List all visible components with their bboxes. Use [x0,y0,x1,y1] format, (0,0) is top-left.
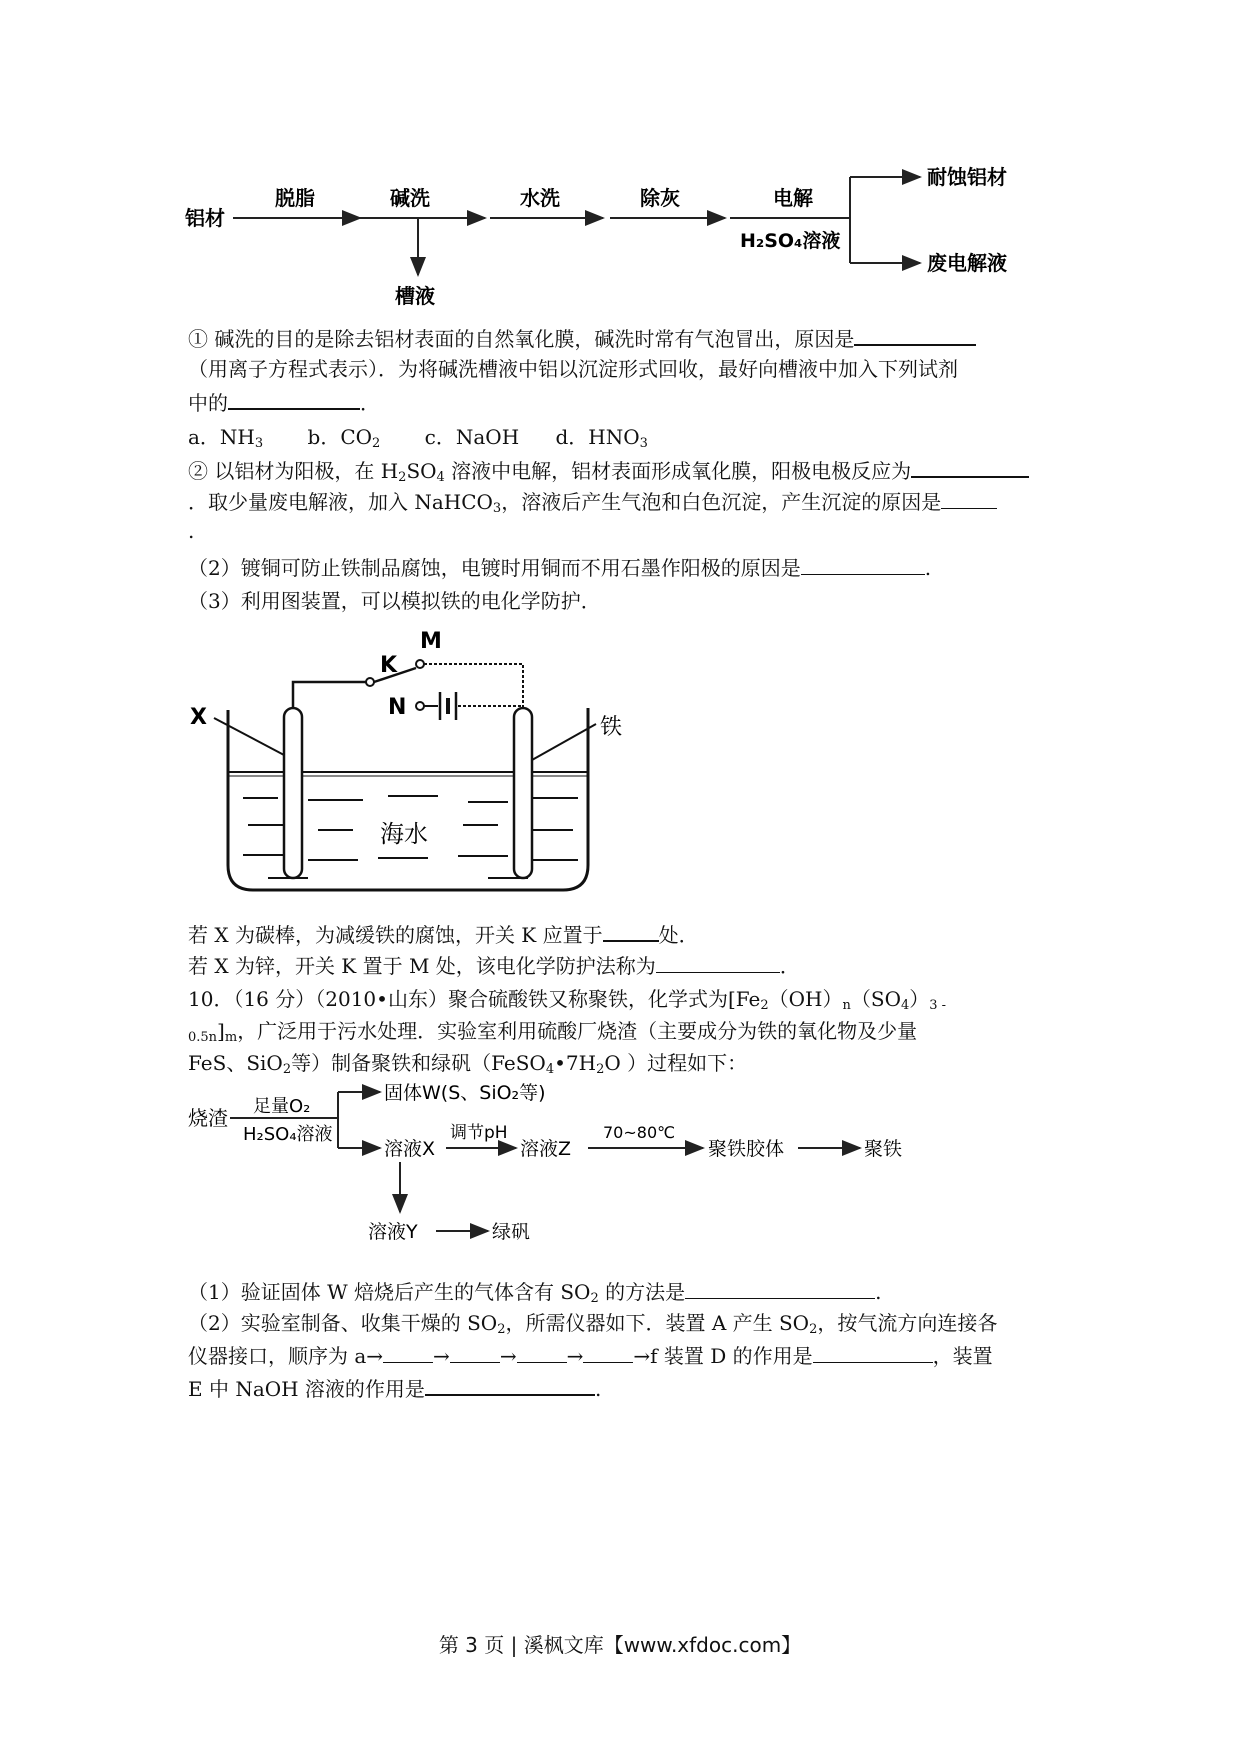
q10-line-1: 10．（16 分）（2010•山东）聚合硫酸铁又称聚铁，化学式为[$Fe_2(OH)_n(SO_4)_{3 -}$ [188,987,947,1013]
polyferric-process-diagram [188,1080,948,1250]
q3b-line-2: 若 X 为锌，开关 K 置于 M 处，该电化学防护法称为 ． [188,950,800,981]
q10b-line-4: E 中 NaOH 溶液的作用是 . [188,1372,601,1404]
answer-blank[interactable] [911,454,1029,478]
q1-options [188,422,648,452]
q1-line-3: 中的 ． [188,386,380,418]
diagram3-solid: 固体W(S、SiO₂等) [384,1082,546,1104]
label-M: M [420,629,442,654]
answer-blank[interactable] [517,1340,567,1363]
answer-blank[interactable] [941,486,997,509]
option-d: d．$HNO_3$ [555,425,648,451]
answer-blank[interactable] [425,1372,595,1396]
diagram3-solution-z: 溶液Z [520,1138,572,1160]
answer-blank[interactable] [450,1340,500,1363]
diagram3-product: 聚铁 [864,1138,903,1160]
answer-blank[interactable] [583,1340,633,1363]
answer-blank[interactable] [383,1340,433,1363]
label-N: N [388,695,407,720]
q10b-line-1: （1）验证固体 W 焙烧后产生的气体含有 $SO_2$ 的方法是 . [188,1276,881,1307]
page-footer: 第 3 页 | 溪枫文库【www.xfdoc.com】 [438,1633,802,1657]
answer-blank[interactable] [813,1340,933,1363]
q10b-line-2: （2）实验室制备、收集干燥的 $SO_2$，所需仪器如下．装置 A 产生 $SO_2$，按气流方向连接各 [188,1311,998,1337]
q3b-line-1: 若 X 为碳棒，为减缓铁的腐蚀，开关 K 应置于 处． [188,918,699,950]
q3-line: （3）利用图装置，可以模拟铁的电化学防护． [188,589,601,613]
diagram3-adjust-ph: 调节pH [450,1123,508,1143]
q10-line-2: $_{0.5n}]_m$，广泛用于污水处理．实验室利用硫酸厂烧渣（主要成分为铁的氧化物及少量 [188,1019,918,1045]
diagram1-step-5: 电解 [773,186,813,210]
diagram1-start: 铝材 [185,206,225,230]
option-c: c．NaOH [424,425,520,449]
diagram1-step-3: 水洗 [520,186,560,210]
q10b-line-3: 仪器接口，顺序为 a→ → → → →f 装置 D 的作用是 ，装置 [188,1340,993,1371]
label-K: K [380,653,398,678]
answer-blank[interactable] [685,1276,875,1299]
diagram1-step-1: 脱脂 [275,186,315,210]
diagram3-solution-y: 溶液Y [368,1221,418,1243]
answer-blank[interactable] [801,552,925,575]
answer-blank[interactable] [854,322,976,346]
label-iron: 铁 [600,715,623,740]
diagram3-bottom-label: H₂SO₄溶液 [243,1124,333,1145]
option-b: b．$CO_2$ [307,425,381,451]
label-X: X [190,705,207,730]
diagram1-branch-down: 槽液 [395,284,435,308]
diagram3-top-label: 足量O₂ [253,1096,311,1117]
diagram3-vitriol: 绿矾 [492,1221,531,1243]
electrochemical-apparatus-diagram [188,620,648,900]
q10-line-3: FeS、SiO$_2$等）制备聚铁和绿矾（$FeSO_4•7H_2O$ ）过程如下： [188,1051,748,1077]
answer-blank[interactable] [603,918,659,942]
q1-line-7: . [188,519,195,543]
answer-blank[interactable] [228,386,360,410]
q2-line: （2）镀铜可防止铁制品腐蚀，电镀时用铜而不用石墨作阳极的原因是 . [188,552,931,583]
diagram1-electrolyte: H₂SO₄溶液 [740,230,841,252]
aluminum-process-diagram [185,155,1045,315]
diagram1-step-2: 碱洗 [390,186,430,210]
q1-line-1: ① 碱洗的目的是除去铝材表面的自然氧化膜，碱洗时常有气泡冒出，原因是 [188,322,976,354]
diagram3-solution-x: 溶液X [384,1138,436,1160]
diagram3-start: 烧渣 [188,1106,228,1130]
diagram3-colloid: 聚铁胶体 [708,1138,785,1160]
option-a: a．$NH_3$ [188,425,264,451]
q1-line-5: ② 以铝材为阳极，在 $H_2SO_4$ 溶液中电解，铝材表面形成氧化膜，阳极电极反应为 [188,454,1029,486]
answer-blank[interactable] [656,950,780,973]
diagram1-step-4: 除灰 [640,186,680,210]
q1-line-2: （用离子方程式表示）．为将碱洗槽液中铝以沉淀形式回收，最好向槽液中加入下列试剂 [188,357,958,381]
label-seawater: 海水 [380,820,428,848]
q1-line-6: ．取少量废电解液，加入 NaHCO$_3$，溶液后产生气泡和白色沉淀，产生沉淀的原因是 [188,486,997,517]
diagram3-temperature: 70~80℃ [603,1123,676,1142]
diagram1-out-bottom: 废电解液 [927,251,1007,275]
diagram1-out-top: 耐蚀铝材 [927,165,1007,189]
